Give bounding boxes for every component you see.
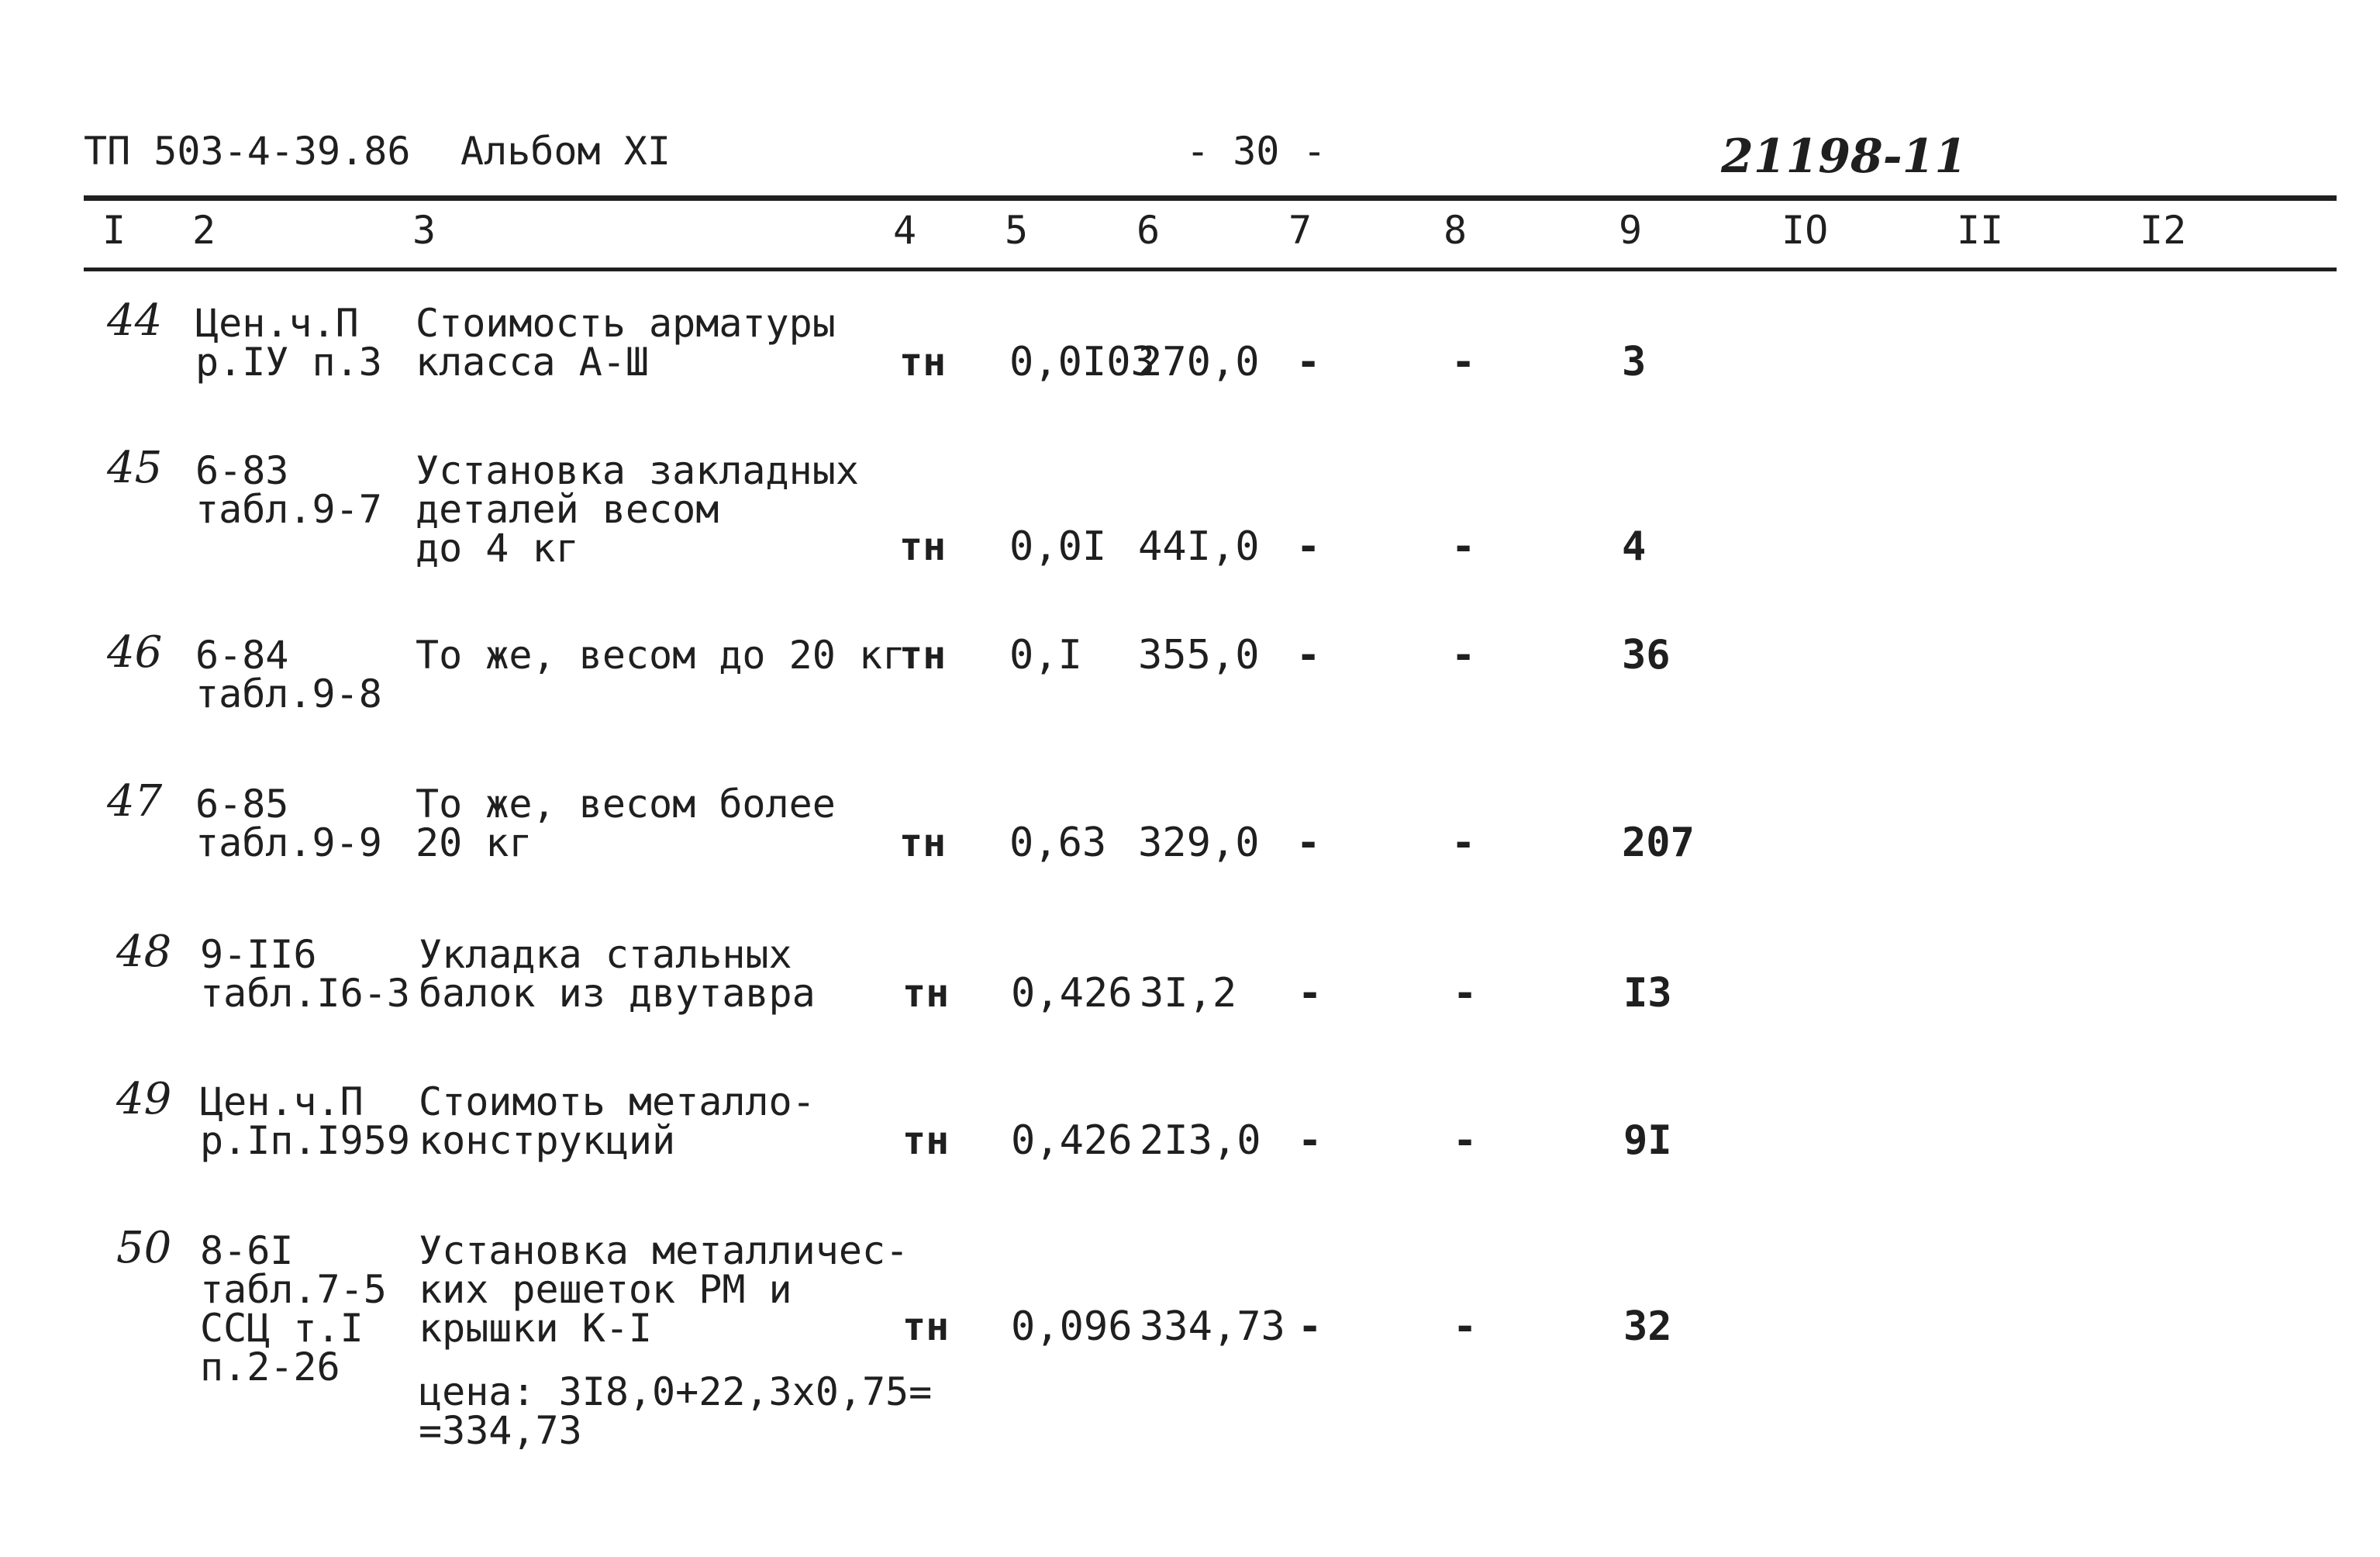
row-quantity: 0,0I03 [1009, 339, 1155, 385]
header-rule [84, 268, 2337, 271]
row-col7: - [1298, 1117, 1323, 1164]
row-description: То же, весом до 20 кг [416, 633, 906, 678]
row-description: Стоимоть металло- конструкций [419, 1079, 816, 1163]
row-unit-price: 3I,2 [1140, 970, 1237, 1017]
row-unit-price: 334,73 [1140, 1303, 1285, 1350]
row-unit: тн [899, 633, 947, 678]
page-number: - 30 - [1186, 129, 1326, 174]
top-rule [84, 195, 2337, 201]
row-price-note: цена: 3I8,0+22,3х0,75= =334,73 [419, 1369, 933, 1453]
col-5-header: 5 [1005, 208, 1029, 253]
row-col8: - [1451, 339, 1476, 385]
row-code: 9-II6 табл.I6-3 [200, 932, 410, 1016]
row-quantity: 0,426 [1011, 970, 1133, 1017]
row-col7: - [1296, 339, 1321, 385]
row-code: 8-6I табл.7-5 ССЦ т.I п.2-26 [200, 1228, 387, 1390]
row-col7: - [1296, 632, 1321, 678]
col-4-header: 4 [893, 208, 917, 253]
col-8-header: 8 [1444, 208, 1468, 253]
row-quantity: 0,0I [1009, 523, 1107, 570]
row-total: 3 [1622, 339, 1647, 385]
row-col8: - [1451, 820, 1476, 866]
row-description: Установка закладных деталей весом до 4 кг [416, 448, 859, 571]
row-col7: - [1298, 1303, 1323, 1350]
row-quantity: 0,63 [1009, 820, 1107, 866]
row-number: 50 [116, 1223, 172, 1273]
row-number: 48 [116, 927, 172, 977]
col-12-header: I2 [2140, 208, 2187, 253]
row-col7: - [1298, 970, 1323, 1017]
row-col8: - [1453, 1303, 1478, 1350]
row-code: 6-83 табл.9-7 [195, 448, 382, 532]
document-number: 21198-11 [1721, 129, 1968, 184]
row-description: Укладка стальных балок из двутавра [419, 932, 816, 1016]
row-unit-price: 355,0 [1138, 632, 1260, 678]
row-total: 4 [1622, 523, 1647, 570]
row-col8: - [1453, 970, 1478, 1017]
doc-code: ТП 503-4-39.86 [84, 129, 411, 174]
row-quantity: 0,426 [1011, 1117, 1133, 1164]
row-total: 207 [1622, 820, 1695, 866]
row-unit: тн [902, 1304, 950, 1349]
row-unit-price: 270,0 [1138, 339, 1260, 385]
row-col8: - [1453, 1117, 1478, 1164]
row-col7: - [1296, 820, 1321, 866]
col-10-header: IO [1782, 208, 1829, 253]
album-label: Альбом XI [460, 129, 671, 174]
row-number: 46 [107, 627, 163, 678]
row-code: Цен.ч.П р.IУ п.3 [195, 301, 382, 385]
row-total: 32 [1623, 1303, 1672, 1350]
col-9-header: 9 [1619, 208, 1643, 253]
row-unit: тн [902, 971, 950, 1016]
col-3-header: 3 [412, 208, 436, 253]
row-total: 36 [1622, 632, 1671, 678]
row-col8: - [1451, 523, 1476, 570]
row-col8: - [1451, 632, 1476, 678]
row-code: Цен.ч.П р.Iп.I959 [200, 1079, 410, 1163]
row-number: 49 [116, 1074, 172, 1124]
col-6-header: 6 [1137, 208, 1161, 253]
row-unit: тн [899, 340, 947, 385]
row-code: 6-84 табл.9-8 [195, 633, 382, 716]
row-number: 47 [107, 776, 163, 827]
row-unit: тн [899, 820, 947, 865]
col-1-header: I [102, 208, 126, 253]
row-code: 6-85 табл.9-9 [195, 782, 382, 865]
row-quantity: 0,096 [1011, 1303, 1133, 1350]
col-11-header: II [1957, 208, 2004, 253]
row-unit-price: 44I,0 [1138, 523, 1260, 570]
row-col7: - [1296, 523, 1321, 570]
row-number: 45 [107, 443, 163, 493]
row-unit: тн [902, 1118, 950, 1163]
row-description: То же, весом более 20 кг [416, 782, 836, 865]
row-unit-price: 2I3,0 [1140, 1117, 1261, 1164]
row-quantity: 0,I [1009, 632, 1082, 678]
row-unit: тн [899, 524, 947, 569]
col-2-header: 2 [192, 208, 216, 253]
row-description: Установка металличес- ких решеток РМ и крышки К-I [419, 1228, 909, 1351]
row-description: Стоимость арматуры класса А-Ш [416, 301, 836, 385]
col-7-header: 7 [1288, 208, 1312, 253]
row-total: 9I [1623, 1117, 1672, 1164]
row-number: 44 [107, 295, 163, 346]
row-unit-price: 329,0 [1138, 820, 1260, 866]
row-total: I3 [1623, 970, 1672, 1017]
